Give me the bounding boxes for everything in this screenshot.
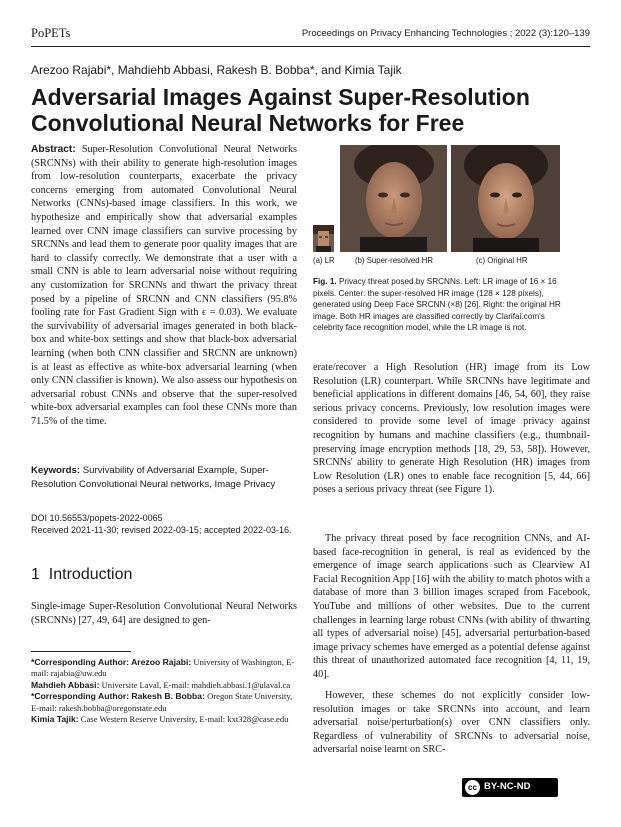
license-text: BY-NC-ND [484, 781, 531, 792]
author-list: Arezoo Rajabi*, Mahdiehb Abbasi, Rakesh B. Bobba*, and Kimia Tajik [31, 63, 402, 77]
footnote-rule [31, 651, 131, 652]
figure-caption-text: Privacy threat posed by SRCNNs. Left: LR image of 16 × 16 pixels. Center: the super-resolved HR image (128 × 128 pixels), generated using Deep Face SRCNN (×8) [26]. Right: the original HR image. Both HR images are classified correctly by Clarifai.com's celebrity face recognition model, while the LR image is not. [313, 277, 561, 333]
figure-caption [313, 276, 568, 334]
original-face-drawing [451, 145, 560, 252]
section-title: Introduction [48, 566, 133, 583]
license-badge[interactable] [462, 778, 558, 797]
footnotes [31, 657, 297, 725]
keywords-text: Survivability of Adversarial Example, Super-Resolution Convolutional Neural networks, Image Privacy [31, 465, 276, 490]
subcaption-a: (a) LR [313, 256, 335, 265]
footnote: Mahdieh Abbasi: Universite Laval, E-mail: mahdieh.abbasi.1@ulaval.ca [31, 679, 291, 690]
abstract-label: Abstract: [31, 144, 76, 155]
sr-face-drawing [340, 145, 447, 252]
figure-caption-label: Fig. 1. [313, 277, 337, 286]
keywords [31, 464, 297, 491]
publication-info [31, 512, 292, 536]
lr-face-image [313, 225, 334, 252]
abstract-text: Super-Resolution Convolutional Neural Networks (SRCNNs) with their ability to generate high-resolution images from low-resolution counterparts, exacerbate the privacy concerns emerging from automated Convolutional Neural Networks (CNNs)-based image classifiers. In this work, we hypothesize and empirically show that adversarial examples learned over CNN image classifiers can survive processing by SRCNNs and lead them to generate poor quality images that are hard to classify correctly. We demonstrate that a user with a small CNN is able to learn adversarial noise without requiring any customization for SRCNNs and thwart the privacy threat posed by a pipeline of SRCNN and CNN classifiers (95.8% fooling rate for Fast Gradient Sign with ϵ = 0.03). We evaluate the survivability of adversarial images generated in both black-box and white-box settings and show that black-box adversarial learning (when both CNN classifier and SRCNN are unknown) is at least as effective as white-box adversarial learning (when only CNN classifier is known). We also assess our hypothesis on adversarial robust CNNs and observe that the super-resolved white-box adversarial examples can fool these CNNs more than 71.5% of the time. [31, 144, 297, 427]
original-face-image [451, 145, 560, 252]
section-heading [31, 566, 132, 584]
paper-title: Adversarial Images Against Super-Resolution Convolutional Neural Networks for Free [31, 84, 530, 136]
lr-face-drawing [313, 225, 334, 252]
cc-icon: cc [465, 780, 480, 795]
subcaption-b: (b) Super-resolved HR [355, 256, 433, 265]
body-paragraph-2: The privacy threat posed by face recognition CNNs, and AI-based face-recognition in general, is real as evidenced by the emergence of image search applications such as Clearview AI Facial Recognition App [16] with the ability to match photos with a database of more than 3 billion images scraped from Facebook, YouTube and millions of other websites. Due to the current challenges in learning large robust CNNs (with ability of thwarting all types of adversarial noise) [45], adversarial perturbation-based image privacy schemes have emerged as a potential defense against this threat of unauthorized automated face recognition [4, 11, 19, 40]. [313, 533, 590, 680]
header-right: Proceedings on Privacy Enhancing Technologies ; 2022 (3):120–139 [301, 28, 590, 39]
footnote: *Corresponding Author: Rakesh B. Bobba: Oregon State University, E-mail: rakesh.bobba@oregonstate.edu [31, 691, 293, 713]
section-number: 1 [31, 566, 40, 583]
keywords-label: Keywords: [31, 465, 81, 476]
intro-paragraph: Single-image Super-Resolution Convolutional Neural Networks (SRCNNs) [27, 49, 64] are designed to gen- [31, 601, 297, 626]
footnote: Kimia Tajik: Case Western Reserve University, E-mail: kxt328@case.edu [31, 714, 289, 725]
header-left: PoPETs [31, 26, 71, 40]
header-rule [31, 46, 590, 47]
body-paragraph-3: However, these schemes do not explicitly consider low-resolution images or take SRCNNs into account, and learn adversarial noise/perturbation(s) over CNN classifiers only. Regardless of vulnerability of SRCNNs to adversarial noise, adversarial noise learnt on SRC- [313, 690, 590, 756]
footnote: *Corresponding Author: Arezoo Rajabi: University of Washington, E-mail: rajabia@uw.edu [31, 657, 295, 679]
sr-face-image [340, 145, 447, 252]
body-paragraph-1: erate/recover a High Resolution (HR) image from its Low Resolution (LR) counterpart. While SRCNNs have legitimate and beneficial applications in different domains [46, 54, 60], they raise serious privacy concerns. Previously, low resolution images were considered to provide some level of image privacy against recognition by humans and machine classifiers (e.g., thumbnail-preserving image encryption methods [18, 29, 53, 58]). However, SRCNNs' ability to generate High Resolution (HR) images from Low Resolution (LR) ones to enable face recognition [5, 44, 66] poses a serious privacy threat (see Figure 1). [313, 362, 590, 496]
dates: Received 2021-11-30; revised 2022-03-15; accepted 2022-03-16. [31, 525, 292, 535]
figure-1 [313, 145, 590, 267]
doi: DOI 10.56553/popets-2022-0065 [31, 513, 163, 523]
subcaption-c: (c) Original HR [476, 256, 528, 265]
abstract [31, 143, 297, 428]
